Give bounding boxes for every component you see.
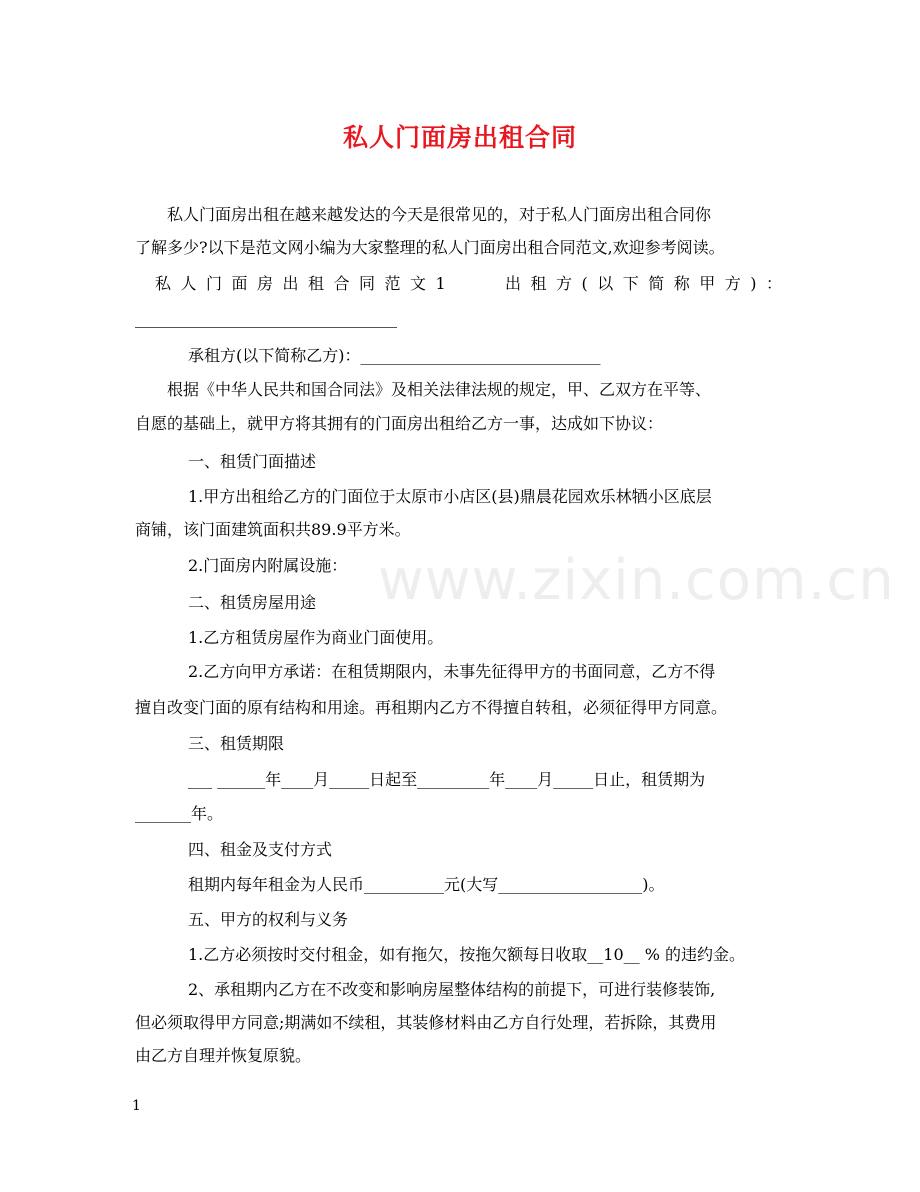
s4-line: 租期内每年租金为人民币__________元(大写__________________)。 — [188, 875, 665, 894]
s5-item2-line-3: 由乙方自理并恢复原貌。 — [135, 1046, 312, 1065]
s3-line-2: _______年。 — [135, 804, 224, 823]
s5-item1: 1.乙方必须按时交付租金，如有拖欠，按拖欠额每日收取__10__ % 的违约金。 — [188, 945, 746, 964]
s5-item2-line-2: 但必须取得甲方同意;期满如不续租，其装修材料由乙方自行处理，若拆除，其费用 — [135, 1013, 717, 1032]
s1-item1-line-2: 商铺，该门面建筑面积共89.9平方米。 — [135, 520, 411, 539]
basis-line-1: 根据《中华人民共和国合同法》及相关法律法规的规定，甲、乙双方在平等、 — [167, 380, 712, 399]
basis-line-2: 自愿的基础上，就甲方将其拥有的门面房出租给乙方一事，达成如下协议： — [135, 414, 664, 433]
s2-item2-line-2: 擅自改变门面的原有结构和用途。再租期内乙方不得擅自转租，必须征得甲方同意。 — [135, 698, 728, 717]
document-title: 私人门面房出租合同 — [342, 123, 577, 152]
watermark: www.zixin.com.cn — [378, 548, 895, 613]
s1-item2: 2.门面房内附属设施： — [188, 556, 348, 575]
lessee-line: 承租方(以下简称乙方)：______________________________ — [188, 346, 601, 365]
page-number: 1 — [132, 1098, 141, 1114]
s5-item2-line-1: 2、承租期内乙方在不改变和影响房屋整体结构的前提下，可进行装修装饰, — [188, 980, 716, 999]
section-4-title: 四、租金及支付方式 — [188, 840, 333, 859]
s2-item1: 1.乙方租赁房屋作为商业门面使用。 — [188, 628, 444, 647]
section-2-title: 二、租赁房屋用途 — [188, 593, 317, 612]
s3-line-1: ___ ______年____月_____日起至_________年____月_____日止，租赁期为 — [188, 770, 706, 789]
section-1-title: 一、租赁门面描述 — [188, 452, 317, 471]
s2-item2-line-1: 2.乙方向甲方承诺：在租赁期限内，未事先征得甲方的书面同意，乙方不得 — [188, 662, 716, 681]
sample-heading: 私人门面房出租合同范文1 — [155, 274, 456, 293]
intro-line-1: 私人门面房出租在越来越发达的今天是很常见的，对于私人门面房出租合同你 — [167, 205, 712, 224]
s1-item1-line-1: 1.甲方出租给乙方的门面位于太原市小店区(县)鼎晨花园欢乐林牺小区底层 — [188, 487, 712, 506]
section-5-title: 五、甲方的权利与义务 — [188, 910, 349, 929]
intro-line-2: 了解多少?以下是范文网小编为大家整理的私人门面房出租合同范文,欢迎参考阅读。 — [135, 238, 725, 257]
section-3-title: 三、租赁期限 — [188, 734, 285, 753]
lessor-blank-line — [135, 327, 397, 328]
lessor-label: 出租方(以下简称甲方)： — [505, 274, 792, 293]
